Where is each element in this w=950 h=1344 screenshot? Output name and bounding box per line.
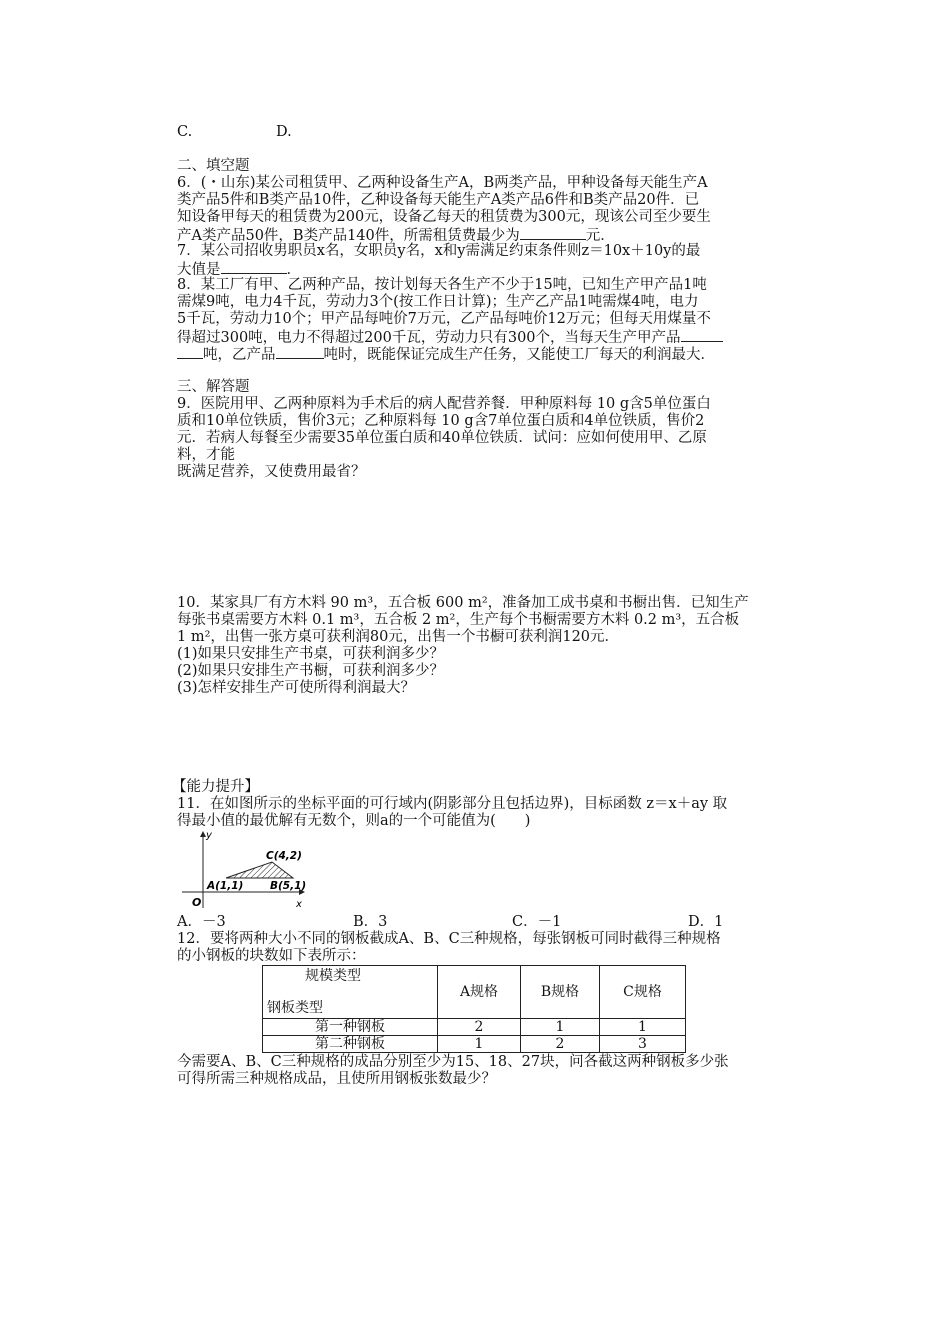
q8-text-mid: 吨，乙产品 — [203, 347, 276, 363]
header-b-spec: B规格 — [521, 966, 600, 1019]
q9-line4: 料，才能 — [177, 447, 235, 463]
q8-answer-blank-a-end[interactable] — [177, 345, 203, 359]
q6-line1: 6．(・山东)某公司租赁甲、乙两种设备生产A，B两类产品，甲种设备每天能生产A — [177, 175, 708, 191]
q12-line1: 12．要将两种大小不同的钢板截成A、B、C三种规格，每张钢板可同时截得三种规格 — [177, 931, 721, 947]
q6-unit: 元． — [585, 228, 615, 244]
q8-answer-blank-a-start[interactable] — [681, 328, 723, 342]
q11-feasible-region-graph — [176, 828, 310, 914]
q7-line1: 7．某公司招收男职员x名，女职员y名，x和y需满足约束条件则z＝10x＋10y的最 — [177, 243, 701, 259]
q12-line4: 可得所需三种规格成品，且使所用钢板张数最少？ — [177, 1071, 496, 1087]
choice-c: C. — [177, 124, 193, 140]
q10-sub3: (3)怎样安排生产可使所得利润最大？ — [177, 680, 416, 696]
table-header-row — [263, 966, 686, 1019]
q9-line3: 元．若病人每餐至少需要35单位蛋白质和40单位铁质．试问：应如何使用甲、乙原 — [177, 430, 707, 446]
q8-line1: 8．某工厂有甲、乙两种产品，按计划每天各生产不少于15吨，已知生产甲产品1吨 — [177, 277, 707, 293]
q12-line3: 今需要A、B、C三种规格的成品分别至少为15、18、27块，问各截这两种钢板多少张 — [177, 1054, 729, 1070]
q11-choice-d[interactable]: D．1 — [688, 914, 724, 930]
table-cell: 2 — [521, 1036, 600, 1053]
y-axis-label: y — [206, 830, 212, 841]
table-corner-cell — [263, 966, 438, 1019]
table-cell: 1 — [600, 1019, 686, 1036]
q10-line1: 10．某家具厂有方木料 90 m³，五合板 600 m²，准备加工成书桌和书橱出售．已知生产 — [177, 595, 749, 611]
table-cell: 3 — [600, 1036, 686, 1053]
header-a-spec: A规格 — [438, 966, 521, 1019]
q8-line2: 需煤9吨，电力4千瓦，劳动力3个(按工作日计算)；生产乙产品1吨需煤4吨，电力 — [177, 294, 699, 310]
point-a-label: A(1,1) — [207, 880, 244, 892]
q10-sub2: (2)如果只安排生产书橱，可获利润多少？ — [177, 663, 445, 679]
x-axis-label: x — [296, 899, 302, 910]
q8-line5 — [177, 345, 715, 364]
q11-line1: 11．在如图所示的坐标平面的可行域内(阴影部分且包括边界)，目标函数 z＝x＋ay 取 — [177, 796, 728, 812]
row-label: 第一种钢板 — [263, 1019, 438, 1036]
steel-plate-spec-table — [262, 965, 686, 1053]
q11-choice-a[interactable]: A．－3 — [177, 914, 226, 930]
corner-bottom-label: 钢板类型 — [267, 1000, 323, 1016]
q10-line2: 每张书桌需要方木料 0.1 m³，五合板 2 m²，生产每个书橱需要方木料 0.2 m³，五合板 — [177, 612, 740, 628]
point-b-label: B(5,1) — [270, 880, 307, 892]
q11-choice-c[interactable]: C．－1 — [512, 914, 562, 930]
section-title-fill-in: 二、填空题 — [177, 158, 250, 174]
corner-top-label: 规模类型 — [305, 968, 361, 984]
table-row — [263, 1019, 686, 1036]
q12-line2: 的小钢板的块数如下表所示： — [177, 948, 366, 964]
q11-line2: 得最小值的最优解有无数个，则a的一个可能值为( ) — [177, 813, 531, 829]
q9-line5: 既满足营养，又使费用最省？ — [177, 464, 366, 480]
q11-choice-b[interactable]: B．3 — [353, 914, 388, 930]
shaded-region — [226, 862, 293, 878]
q7-end: ． — [286, 262, 301, 278]
q6-line3: 知设备甲每天的租赁费为200元，设备乙每天的租赁费为300元，现该公司至少要生 — [177, 209, 711, 225]
q10-sub1: (1)如果只安排生产书桌，可获利润多少？ — [177, 646, 445, 662]
table-cell: 1 — [521, 1019, 600, 1036]
q10-line3: 1 m²，出售一张方桌可获利润80元，出售一个书橱可获利润120元． — [177, 629, 620, 645]
q7-answer-blank[interactable] — [221, 260, 287, 274]
q8-line3: 5千瓦，劳动力10个；甲产品每吨价7万元，乙产品每吨价12万元；但每天用煤量不 — [177, 311, 711, 327]
row-label: 第二种钢板 — [263, 1036, 438, 1053]
q9-line2: 质和10单位铁质，售价3元；乙种原料每 10 g含7单位蛋白质和4单位铁质，售价2 — [177, 413, 705, 429]
q9-line1: 9．医院用甲、乙两种原料为手术后的病人配营养餐．甲种原料每 10 g含5单位蛋白 — [177, 396, 711, 412]
q7-text: 大值是 — [177, 262, 221, 278]
q6-line2: 类产品5件和B类产品10件，乙种设备每天能生产A类产品6件和B类产品20件．已 — [177, 192, 700, 208]
q6-answer-blank[interactable] — [520, 226, 586, 240]
q6-text: 产A类产品50件，B类产品140件，所需租赁费最少为 — [177, 228, 520, 244]
q8-answer-blank-b[interactable] — [276, 345, 324, 359]
q8-text-end: 吨时，既能保证完成生产任务，又能使工厂每天的利润最大． — [323, 347, 715, 363]
table-cell: 2 — [438, 1019, 521, 1036]
point-c-label: C(4,2) — [266, 850, 302, 862]
section-title-solve: 三、解答题 — [177, 379, 250, 395]
table-cell: 1 — [438, 1036, 521, 1053]
header-c-spec: C规格 — [600, 966, 686, 1019]
table-row — [263, 1036, 686, 1053]
q8-text: 得超过300吨，电力不得超过200千瓦，劳动力只有300个，当每天生产甲产品 — [177, 330, 681, 346]
origin-label: O — [192, 896, 202, 909]
section-title-advanced: 【能力提升】 — [172, 779, 259, 795]
choice-d: D. — [276, 124, 292, 140]
